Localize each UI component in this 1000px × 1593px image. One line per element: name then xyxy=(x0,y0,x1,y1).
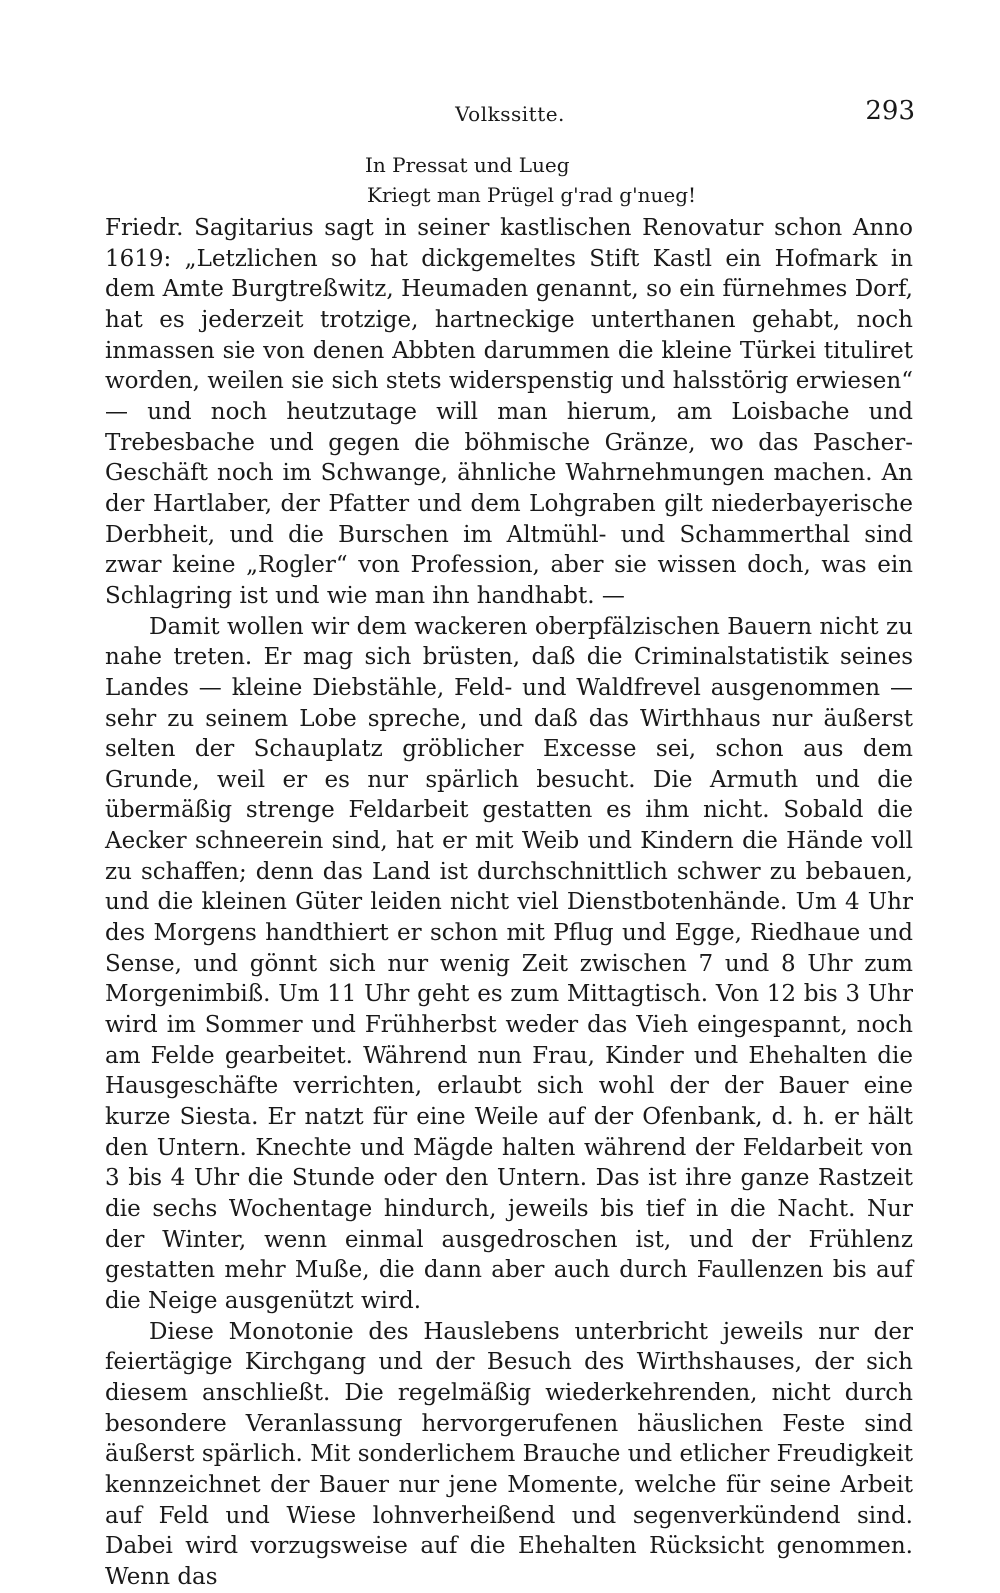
paragraph: Damit wollen wir dem wackeren oberpfälzischen Bauern nicht zu nahe treten. Er mag sich brüsten, daß die Criminalstatistik seines Landes — kleine Diebstähle, Feld- und Waldfrevel ausgenommen — sehr zu seinem Lobe spreche, und daß das Wirthhaus nur äußerst selten der Schauplatz gröblicher Excesse sei, schon aus dem Grunde, weil er es nur spärlich besucht. Die Armuth und die übermäßig strenge Feldarbeit gestatten es ihm nicht. Sobald die Aecker schneerein sind, hat er mit Weib und Kindern die Hände voll zu schaffen; denn das Land ist durchschnittlich schwer zu bebauen, und die kleinen Güter leiden nicht viel Dienstbotenhände. Um 4 Uhr des Morgens handthiert er schon mit Pflug und Egge, Riedhaue und Sense, und gönnt sich nur wenig Zeit zwischen 7 und 8 Uhr zum Morgenimbiß. Um 11 Uhr geht es zum Mittagtisch. Von 12 bis 3 Uhr wird im Sommer und Frühherbst weder das Vieh eingespannt, noch am Felde gearbeitet. Während nun Frau, Kinder und Ehehalten die Hausgeschäfte verrichten, erlaubt sich wohl der der Bauer eine kurze Siesta. Er natzt für eine Weile auf der Ofenbank, d. h. er hält den Untern. Knechte und Mägde halten während der Feldarbeit von 3 bis 4 Uhr die Stunde oder den Untern. Das ist ihre ganze Rastzeit die sechs Wochentage hindurch, jeweils bis tief in die Nacht. Nur der Winter, wenn einmal ausgedroschen ist, und der Frühlenz gestatten mehr Muße, die dann aber auch durch Faullenzen bis auf die Neige ausgenützt wird. xyxy=(105,613,913,1314)
paragraph: Friedr. Sagitarius sagt in seiner kastlischen Renovatur schon Anno 1619: „Letzlichen so hat dickgemeltes Stift Kastl ein Hofmark in dem Amte Burgtreßwitz, Heumaden genannt, so ein fürnehmes Dorf, hat es jederzeit trotzige, hartneckige unterthanen gehabt, noch inmassen sie von denen Abbten darummen die kleine Türkei tituliret worden, weilen sie sich stets widerspenstig und halsstörig erwiesen“ — und noch heutzutage will man hierum, am Loisbache und Trebesbache und gegen die böhmische Gränze, wo das Pascher-Geschäft noch im Schwange, ähnliche Wahrnehmungen machen. An der Hartlaber, der Pfatter und dem Lohgraben gilt niederbayerische Derbheit, und die Burschen im Altmühl- und Schammerthal sind zwar keine „Rogler“ von Profession, aber sie wissen doch, was ein Schlagring ist und wie man ihn handhabt. — xyxy=(105,215,913,609)
verse-quote xyxy=(365,150,785,210)
body-text xyxy=(105,213,913,1593)
page-header xyxy=(105,96,915,136)
verse-line: Kriegt man Prügel g'rad g'nueg! xyxy=(367,183,697,207)
verse-line: In Pressat und Lueg xyxy=(365,153,570,177)
paragraph: Diese Monotonie des Hauslebens unterbricht jeweils nur der feiertägige Kirchgang und der Besuch des Wirthshauses, der sich diesem anschließt. Die regelmäßig wiederkehrenden, nicht durch besondere Veranlassung hervorgerufenen häuslichen Feste sind äußerst spärlich. Mit sonderlichem Brauche und etlicher Freudigkeit kennzeichnet der Bauer nur jene Momente, welche für seine Arbeit auf Feld und Wiese lohnverheißend und segenverkündend sind. Dabei wird vorzugsweise auf die Ehehalten Rücksicht genommen. Wenn das xyxy=(105,1318,913,1590)
page-number: 293 xyxy=(865,96,915,126)
running-head: Volkssitte. xyxy=(455,102,565,126)
